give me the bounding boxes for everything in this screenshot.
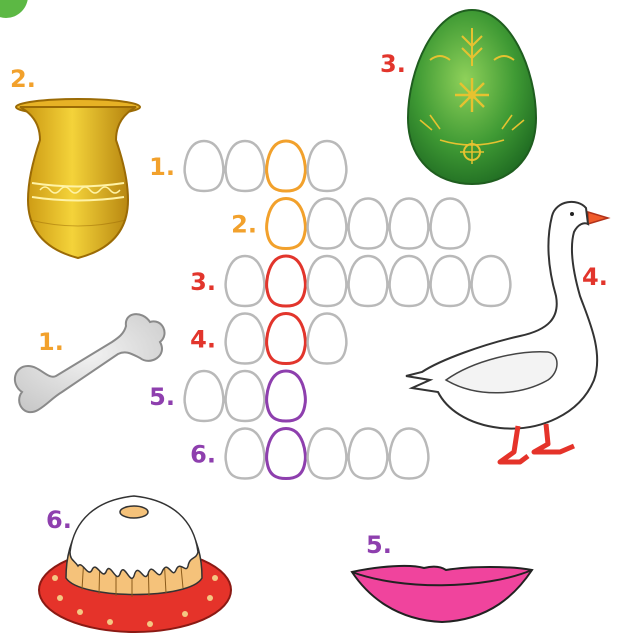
crossword-cell[interactable] [390,199,429,249]
crossword-key-cell[interactable] [267,199,306,249]
lips-picture [352,531,532,622]
crossword-cell[interactable] [226,256,265,306]
bone-number: 1. [38,328,64,356]
crossword-cell[interactable] [308,314,347,364]
crossword-cell[interactable] [431,256,470,306]
crossword-key-cell[interactable] [267,141,306,191]
crossword-cell[interactable] [390,429,429,479]
vase-picture [10,65,140,258]
crossword-cell[interactable] [185,141,224,191]
crossword-row-number: 5. [149,383,175,411]
crossword-cell[interactable] [308,256,347,306]
crossword-cell[interactable] [349,429,388,479]
crossword-cell[interactable] [472,256,511,306]
crossword-key-cell[interactable] [267,429,306,479]
crossword-key-cell[interactable] [267,314,306,364]
svg-text:. [40,0,43,1]
crossword-key-cell[interactable] [267,256,306,306]
crossword-cell[interactable] [308,429,347,479]
crossword-cell[interactable] [226,371,265,421]
crossword-cell[interactable] [185,371,224,421]
crossword-row-number: 2. [231,210,257,239]
easter-egg-picture [380,10,536,184]
crossword-row-number: 4. [190,325,216,354]
crossword-row-number: 6. [190,440,216,469]
crossword-cell[interactable] [226,314,265,364]
cake-number: 6. [46,506,72,534]
crossword-row-number: 1. [149,153,175,181]
crossword-row-number: 3. [190,268,216,296]
crossword-cell[interactable] [431,199,470,249]
crossword-key-cell[interactable] [267,371,306,421]
crossword-cell[interactable] [390,256,429,306]
vase-number: 2. [10,65,36,93]
crossword-cell[interactable] [349,199,388,249]
bone-picture [15,314,165,412]
egg-crossword [149,141,510,479]
crossword-cell[interactable] [349,256,388,306]
easter-egg-number: 3. [380,50,406,78]
crossword-cell[interactable] [226,429,265,479]
cake-picture [39,496,231,632]
crossword-cell[interactable] [308,199,347,249]
lips-number: 5. [366,531,392,559]
crossword-cell[interactable] [308,141,347,191]
crossword-cell[interactable] [226,141,265,191]
goose-number: 4. [582,263,608,291]
logo-partial [0,0,43,18]
